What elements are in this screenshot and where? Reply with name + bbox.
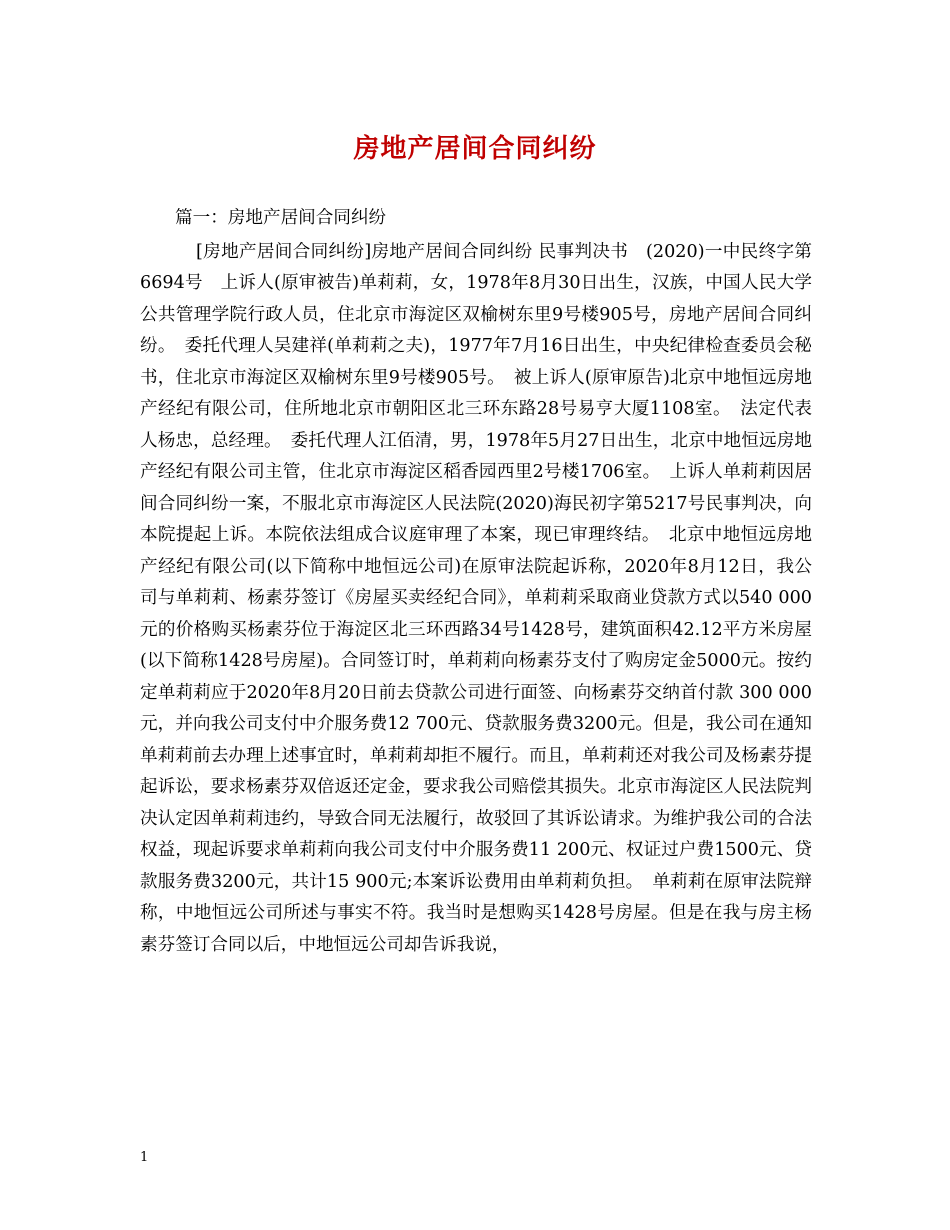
page-number: 1 (140, 1150, 149, 1165)
document-title: 房地产居间合同纠纷 (353, 134, 597, 164)
body-paragraph: [房地产居间合同纠纷]房地产居间合同纠纷 民事判决书 (2020)一中民终字第6694号 上诉人(原审被告)单莉莉，女，1978年8月30日出生，汉族，中国人民大学公共管理学院行政人员，住北京市海淀区双榆树东里9号楼905号，房地产居间合同纠纷。 委托代理人吴建祥(单莉莉之夫)，1977年7月16日出生，中央纪律检查委员会秘书，住北京市海淀区双榆树东里9号楼905号。 被上诉人(原审原告)北京中地恒远房地产经纪有限公司，住所地北京市朝阳区北三环东路28号易亨大厦1108室。 法定代表人杨忠，总经理。 委托代理人江佰清，男，1978年5月27日出生，北京中地恒远房地产经纪有限公司主管，住北京市海淀区稻香园西里2号楼1706室。 上诉人单莉莉因居间合同纠纷一案，不服北京市海淀区人民法院(2020)海民初字第5217号民事判决，向本院提起上诉。本院依法组成合议庭审理了本案，现已审理终结。 北京中地恒远房地产经纪有限公司(以下简称中地恒远公司)在原审法院起诉称，2020年8月12日，我公司与单莉莉、杨素芬签订《房屋买卖经纪合同》，单莉莉采取商业贷款方式以540 000元的价格购买杨素芬位于海淀区北三环西路34号1428号，建筑面积42.12平方米房屋(以下简称1428号房屋)。合同签订时，单莉莉向杨素芬支付了购房定金5000元。按约定单莉莉应于2020年8月20日前去贷款公司进行面签、向杨素芬交纳首付款 300 000元，并向我公司支付中介服务费12 700元、贷款服务费3200元。但是，我公司在通知单莉莉前去办理上述事宜时，单莉莉却拒不履行。而且，单莉莉还对我公司及杨素芬提起诉讼，要求杨素芬双倍返还定金，要求我公司赔偿其损失。北京市海淀区人民法院判决认定因单莉莉违约，导致合同无法履行，故驳回了其诉讼请求。为维护我公司的合法权益，现起诉要求单莉莉向我公司支付中介服务费11 200元、权证过户费1500元、贷款服务费3200元，共计15 900元;本案诉讼费用由单莉莉负担。 单莉莉在原审法院辩称，中地恒远公司所述与事实不符。我当时是想购买1428号房屋。但是在我与房主杨素芬签订合同以后，中地恒远公司却告诉我说， (140, 241, 812, 955)
section-heading: 篇一：房地产居间合同纠纷 (175, 208, 387, 228)
document-body (140, 203, 812, 961)
